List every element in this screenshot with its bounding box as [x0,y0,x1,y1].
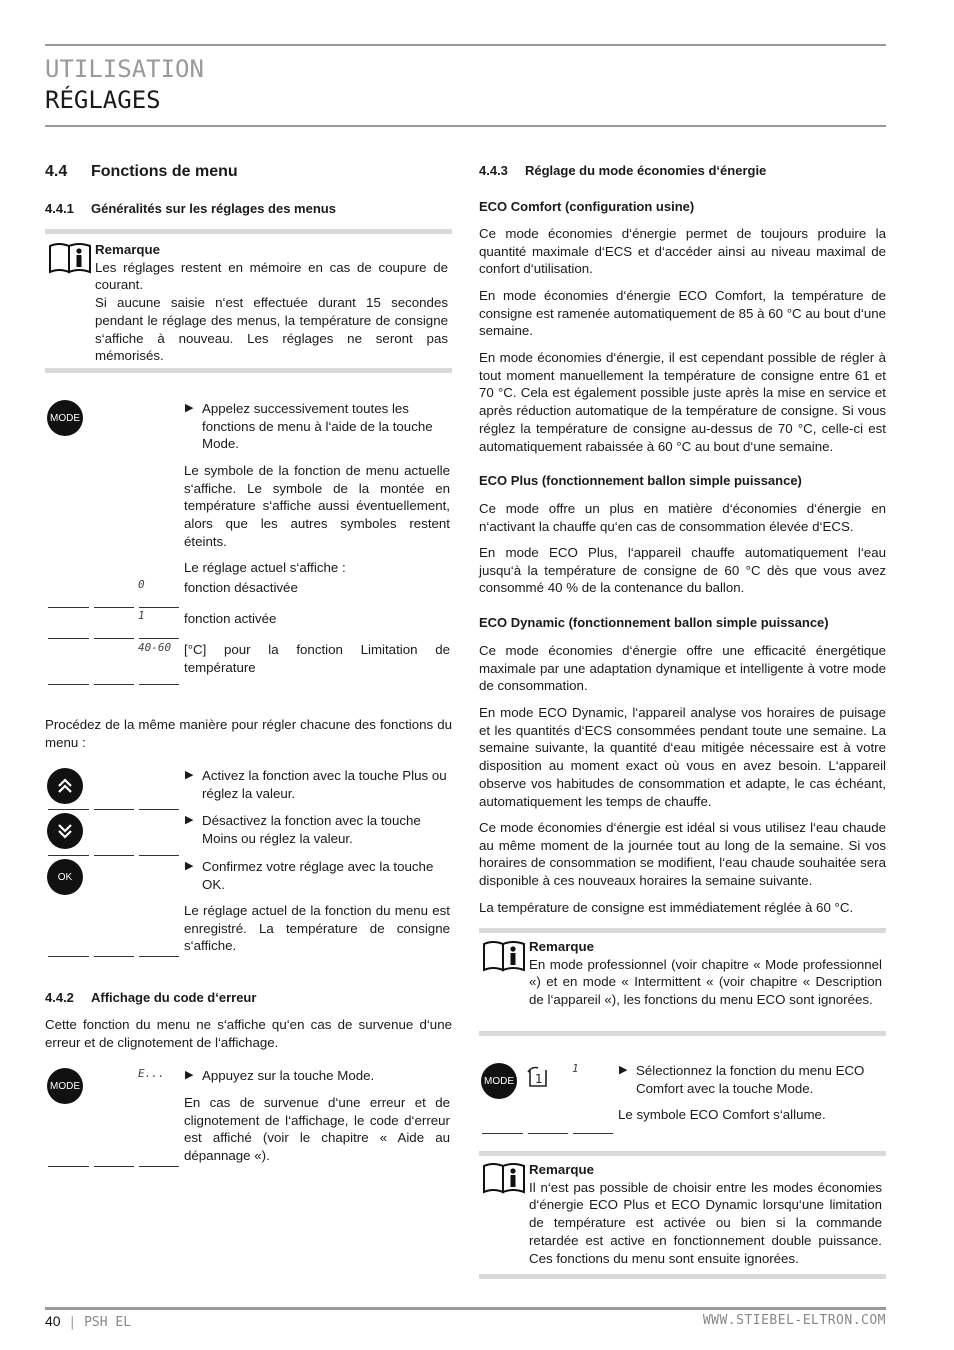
instruction-text: Appelez successivement toutes les fonctions de menu à l‘aide de la touche Mode. [202,401,433,452]
display-segment [94,684,134,685]
triangle-bullet-icon: ▶ [185,814,194,826]
paragraph: En mode économies d‘énergie, il est cependant possible de régler à tout moment manuellement la température de consigne entre 61 et 70 °C. Cela est également possible juste après la mise en service et après réduction automatique de la température de consigne. Si vous réglez la température de consigne au-dessus de 70 °C, celle-ci est automatiquement rabaissée à 60 °C au bout d‘une semaine. [479,350,886,454]
display-value: E... [138,1067,165,1080]
subsection-number: 4.4.1 [45,201,74,216]
note-content [529,1161,882,1267]
instruction-text: Appuyez sur la touche Mode. [202,1068,375,1083]
paragraph: Le réglage actuel de la fonction du menu est enregistré. La température de consigne s‘affiche. [184,903,450,954]
double-chevron-down-icon [56,822,74,840]
instruction-text: Sélectionnez la fonction du menu ECO Comfort avec la touche Mode. [636,1063,865,1096]
display-segment [94,809,134,810]
ok-button[interactable]: OK [47,859,83,895]
triangle-bullet-icon: ▶ [185,402,194,414]
mode-heading: ECO Comfort (configuration usine) [479,199,695,214]
paragraph: Ce mode économies d‘énergie offre une efficacité énergétique maximale par une adaptation dynamique et intelligente à votre mode de consommation. [479,643,886,694]
display-value: 1 [572,1062,579,1075]
minus-button[interactable] [47,813,83,849]
display-segment [94,956,134,957]
paragraph: Procédez de la même manière pour régler chacune des fonctions du menu : [45,717,452,750]
subsection-title: Affichage du code d‘erreur [91,990,257,1005]
display-segment [94,638,134,639]
header-bottom-rule [45,125,886,127]
top-rule [45,44,886,46]
section-title: Fonctions de menu [91,163,238,180]
paragraph: En mode économies d‘énergie ECO Comfort, la température de consigne est ramenée automatiquement de 85 à 60 °C au bout d‘une semaine. [479,288,886,339]
paragraph: Le réglage actuel s‘affiche : [184,560,346,575]
display-segment [528,1133,568,1134]
mode-button[interactable]: MODE [481,1063,517,1099]
paragraph: Ce mode économies d‘énergie permet de toujours produire la quantité maximale d‘ECS et d‘accéder ainsi au niveau maximal de confort d‘utilisation. [479,226,886,277]
instruction-text: Désactivez la fonction avec la touche Moins ou réglez la valeur. [202,813,421,846]
display-segment [48,809,89,810]
display-segment [139,607,179,608]
instruction-step [185,858,450,893]
display-segment [139,809,179,810]
note-line: Si aucune saisie n‘est effectuée durant 15 secondes pendant le réglage des menus, la température de consigne s‘affiche à nouveau. Les réglages ne seront pas mémorisés. [95,295,448,364]
paragraph: Le symbole de la fonction de menu actuelle s‘affiche. Le symbole de la montée en température s‘affiche aussi éventuellement, alors que les autres symboles restent éteints. [184,463,450,549]
page-footer-left [45,1313,131,1330]
section-number: 4.4 [45,163,68,180]
paragraph: La température de consigne est immédiatement réglée à 60 °C. [479,900,854,915]
plus-button[interactable] [47,768,83,804]
triangle-bullet-icon: ▶ [619,1064,628,1076]
display-segment [48,638,89,639]
display-segment [139,1166,179,1167]
subsection-title: Généralités sur les réglages des menus [91,201,336,216]
display-segment [48,956,89,957]
info-book-icon [482,938,526,972]
display-segment [48,855,89,856]
display-value: 0 [138,578,145,591]
paragraph: En mode ECO Plus, l‘appareil chauffe automatiquement l‘eau jusqu‘à la température de consigne de 60 °C dès que vous avez consommé 40 % de la contenance du ballon. [479,545,886,596]
display-segment [48,607,89,608]
mode-heading: ECO Dynamic (fonctionnement ballon simple puissance) [479,615,829,630]
note-content [95,241,448,365]
mode-heading: ECO Plus (fonctionnement ballon simple puissance) [479,473,802,488]
option-text: fonction désactivée [184,580,298,595]
instruction-step [185,767,450,802]
display-segment [94,855,134,856]
instruction-text: Activez la fonction avec la touche Plus ou réglez la valeur. [202,768,447,801]
triangle-bullet-icon: ▶ [185,1069,194,1081]
instruction-step [619,1062,884,1097]
mode-button[interactable]: MODE [47,1068,83,1104]
paragraph: En cas de survenue d‘une erreur et de clignotement de l‘affichage, le code d‘erreur est affiché (voir le chapitre « Aide au dépannage «). [184,1095,450,1164]
instruction-step [185,1067,450,1085]
display-value: 1 [138,609,145,622]
eco-comfort-icon [526,1064,550,1088]
subsection-title: Réglage du mode économies d‘énergie [525,163,767,178]
display-segment [482,1133,523,1134]
instruction-step [185,400,450,453]
subsection-number: 4.4.2 [45,990,74,1005]
subsection-heading-4-4-3 [479,163,766,178]
paragraph: Cette fonction du menu ne s‘affiche qu‘en cas de survenue d‘une erreur et de clignotement de l‘affichage. [45,1017,452,1050]
instruction-text: Confirmez votre réglage avec la touche OK. [202,859,434,892]
display-segment [94,607,134,608]
triangle-bullet-icon: ▶ [185,860,194,872]
display-segment [139,684,179,685]
display-segment [48,1166,89,1167]
svg-text:1: 1 [535,1072,543,1086]
note-title: Remarque [529,939,595,954]
option-text: fonction activée [184,611,277,626]
subsection-number: 4.4.3 [479,163,508,178]
option-text: [°C] pour la fonction Limitation de température [184,642,450,675]
website-url[interactable]: WWW.STIEBEL-ELTRON.COM [702,1313,886,1328]
note-line: Les réglages restent en mémoire en cas de coupure de courant. [95,259,448,293]
section-heading-4-4 [45,163,238,181]
subsection-heading-4-4-1 [45,201,336,216]
info-book-icon [48,240,92,274]
note-title: Remarque [529,1162,595,1177]
double-chevron-up-icon [56,777,74,795]
display-segment [139,638,179,639]
subsection-heading-4-4-2 [45,990,256,1005]
model-name: PSH EL [84,1315,132,1330]
section-label: UTILISATION [45,55,204,83]
page-title: RÉGLAGES [45,86,161,114]
triangle-bullet-icon: ▶ [185,769,194,781]
paragraph: En mode ECO Dynamic, l‘appareil analyse vos horaires de puisage et les quantités d‘ECS consommées pendant toute une semaine. La semaine suivante, la quantité d‘eau mitigée nécessaire est à votre disposition au moment exact où vous en avez besoin. L‘appareil observe vos habitudes de consommation et adapte, le cas échéant, automatiquement les temps de chauffe. [479,705,886,809]
display-segment [573,1133,613,1134]
paragraph: Le symbole ECO Comfort s‘allume. [618,1107,826,1122]
note-title: Remarque [95,242,161,257]
display-segment [139,855,179,856]
paragraph: Ce mode offre un plus en matière d‘économies d‘énergie en n‘activant la chauffe qu‘en cas de consommation élevée d‘ECS. [479,501,886,534]
footer-separator: | [68,1315,77,1330]
info-book-icon [482,1160,526,1194]
instruction-step [185,812,450,847]
display-value: 40-60 [138,641,172,654]
display-segment [139,956,179,957]
display-segment [48,684,89,685]
page-number: 40 [45,1313,61,1329]
display-segment [94,1166,134,1167]
note-text: En mode professionnel (voir chapitre « Mode professionnel «) et en mode « Intermittent « (voir chapitre « Description de l‘appareil «), les fonctions du menu ECO sont ignorées. [529,956,882,1008]
paragraph: Ce mode économies d‘énergie est idéal si vous utilisez l‘eau chaude au même moment de la journée tout au long de la semaine. Si vos horaires de consommation se modifient, l‘eau chaude souhaitée sera disponible à ces nouveaux horaires la semaine suivante. [479,820,886,889]
mode-button[interactable]: MODE [47,400,83,436]
note-text: Il n‘est pas possible de choisir entre les modes économies d‘énergie ECO Plus et ECO Dynamic lorsqu‘une limitation de température est activée ou bien si la commande retardée est active en fonctionnement double puissance. Ces fonctions du menu sont ensuite ignorées. [529,1179,882,1266]
footer-rule [45,1307,886,1310]
note-content [529,938,882,1009]
